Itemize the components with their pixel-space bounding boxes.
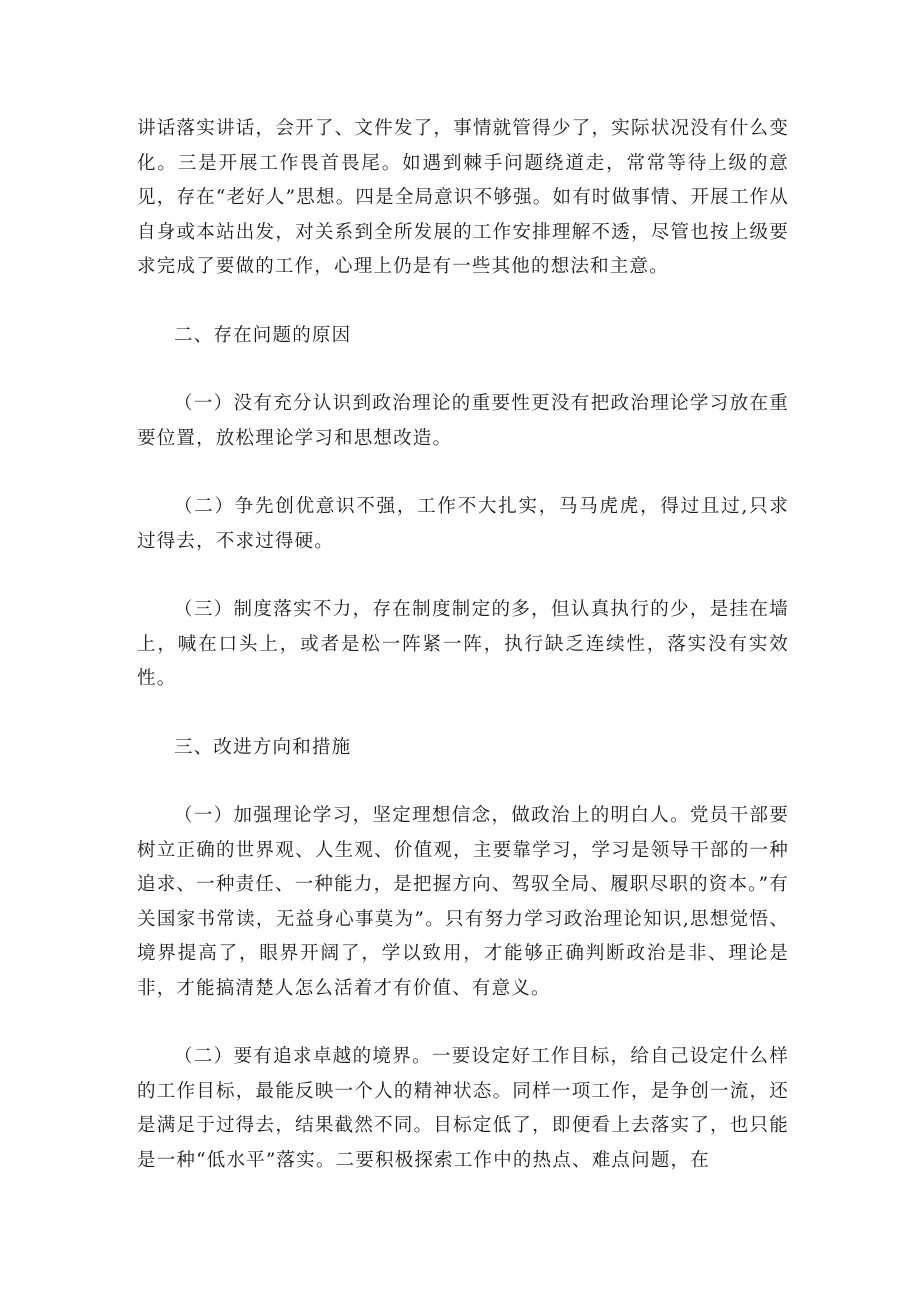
section-heading-measures: 三、改进方向和措施 <box>174 736 352 758</box>
document-page <box>137 112 789 1178</box>
section-heading-causes: 二、存在问题的原因 <box>174 324 352 346</box>
paragraph-measure-1: （一）加强理论学习，坚定理想信念，做政治上的明白人。党员干部要树立正确的世界观、人生观、价值观，主要靠学习，学习是领导干部的一种追求、一种责任、一种能力，是把握方向、驾驭全局、履职尽职的资本。”有关国家书常读，无益身心事莫为”。只有努力学习政治理论知识,思想觉悟、境界提高了，眼界开阔了，学以致用，才能够正确判断政治是非、理论是非，才能搞清楚人怎么活着才有价值、有意义。 <box>137 805 789 999</box>
paragraph-continuation: 讲话落实讲话，会开了、文件发了，事情就管得少了，实际状况没有什么变化。三是开展工作畏首畏尾。如遇到棘手问题绕道走，常常等待上级的意见，存在“老好人”思想。四是全局意识不够强。如有时做事情、开展工作从自身或本站出发，对关系到全所发展的工作安排理解不透，尽管也按上级要求完成了要做的工作，心理上仍是有一些其他的想法和主意。 <box>137 118 789 277</box>
paragraph-cause-2: （二）争先创优意识不强，工作不大扎实，马马虎虎，得过且过,只求过得去，不求过得硬。 <box>137 496 789 552</box>
paragraph-cause-3: （三）制度落实不力，存在制度制定的多，但认真执行的少，是挂在墙上，喊在口头上，或者是松一阵紧一阵，执行缺乏连续性，落实没有实效性。 <box>137 599 789 689</box>
paragraph-cause-1: （一）没有充分认识到政治理论的重要性更没有把政治理论学习放在重要位置，放松理论学习和思想改造。 <box>137 393 789 449</box>
paragraph-measure-2: （二）要有追求卓越的境界。一要设定好工作目标，给自己设定什么样的工作目标，最能反映一个人的精神状态。同样一项工作，是争创一流，还是满足于过得去，结果截然不同。目标定低了，即便看上去落实了，也只能是一种“低水平”落实。二要积极探索工作中的热点、难点问题，在 <box>137 1046 789 1171</box>
